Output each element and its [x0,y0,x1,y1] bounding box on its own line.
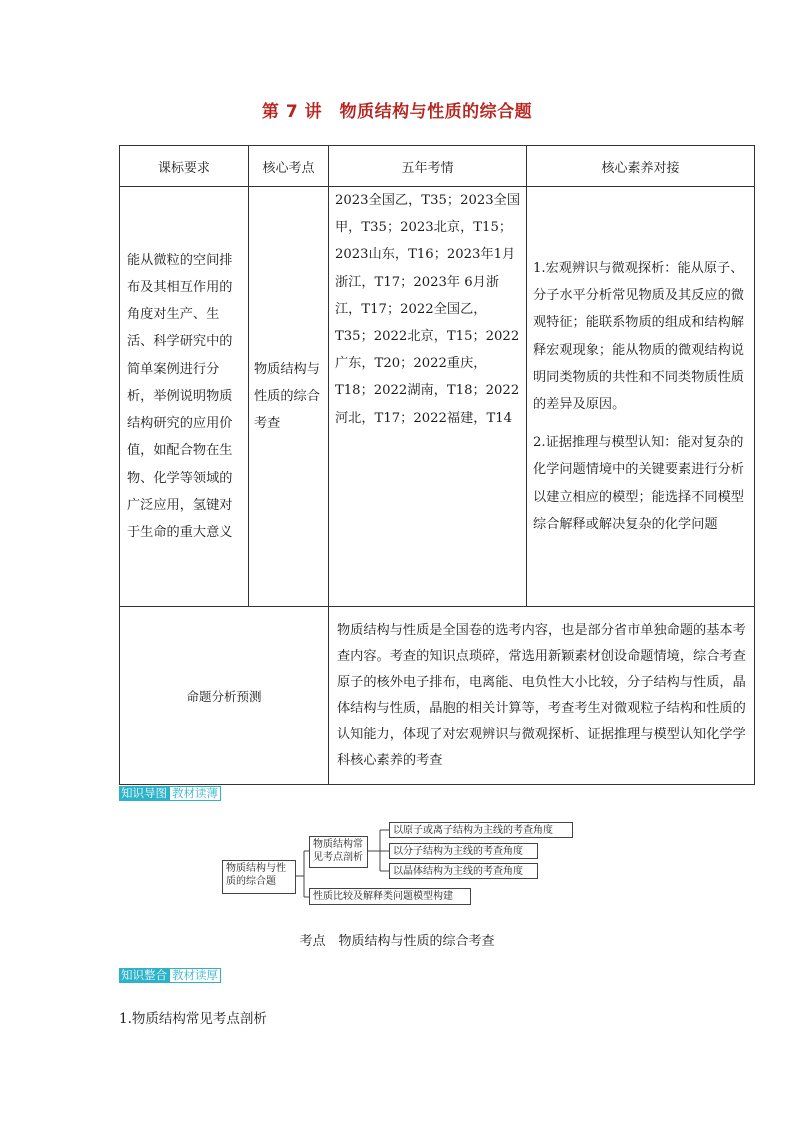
tag-secondary: 教材读厚 [169,968,221,983]
header-five-years: 五年考情 [329,146,527,187]
knowledge-integration-tag [119,968,221,983]
subsection-title: 1.物质结构常见考点剖析 [119,1011,267,1027]
literacy-item-2: 2.证据推理与模型认知：能对复杂的化学问题情境中的关键要素进行分析以建立相应的模型；能选择不同模型综合解释或解决复杂的化学问题 [533,435,744,532]
section-heading: 考点 物质结构与性质的综合考查 [299,934,495,949]
mindmap-root: 物质结构与性质的综合题 [222,860,296,894]
analysis-text: 物质结构与性质是全国卷的选考内容，也是部分省市单独命题的基本考查内容。考查的知识点琐碎，常选用新颖素材创设命题情境，综合考查原子的核外电子排布，电离能、电负性大小比较，分子结构与性质，晶体结构与性质，晶胞的相关计算等，考查考生对微观粒子结构和性质的认知能力，体现了对宏观辨识与微观探析、证据推理与模型认知化学学科核心素养的考查 [329,607,755,785]
mindmap-branch-2: 性质比较及解释类问题模型构建 [309,888,471,905]
tag-secondary: 教材读薄 [169,786,221,801]
mindmap-leaf-3: 以晶体结构为主线的考查角度 [389,863,538,879]
tag-primary: 知识整合 [121,968,167,982]
mindmap-leaf-2: 以分子结构为主线的考查角度 [389,843,538,859]
tag-primary: 知识导图 [121,786,167,800]
analysis-label: 命题分析预测 [120,607,329,785]
literacy-item-1: 1.宏观辨识与微观探析：能从原子、分子水平分析常见物质及其反应的微观特征；能联系物质的组成和结构解释宏观现象；能从物质的微观结构说明同类物质的共性和不同类物质性质的差异及原因。 [533,260,744,412]
core-point-cell: 物质结构与性质的综合考查 [249,187,329,607]
page-title: 第 7 讲 物质结构与性质的综合题 [261,102,533,122]
mindmap-leaf-1: 以原子或离子结构为主线的考查角度 [389,822,573,838]
five-years-cell: 2023全国乙，T35；2023全国甲，T35；2023北京，T15；2023山东，T16；2023年1月浙江，T17；2023年 6月浙江，T17；2022全国乙，T35；2022北京，T15；2022广东，T20；2022重庆，T18；2022湖南，T18；2022河北，T17；2022福建，T14 [329,187,527,607]
header-core-point: 核心考点 [249,146,329,187]
requirement-cell: 能从微粒的空间排布及其相互作用的角度对生产、生活、科学研究中的简单案例进行分析，举例说明物质结构研究的应用价值，如配合物在生物、化学等领域的广泛应用，氢键对于生命的重大意义 [120,187,249,607]
mindmap-branch-1: 物质结构常见考点剖析 [309,836,368,868]
header-literacy: 核心素养对接 [527,146,755,187]
header-requirement: 课标要求 [120,146,249,187]
